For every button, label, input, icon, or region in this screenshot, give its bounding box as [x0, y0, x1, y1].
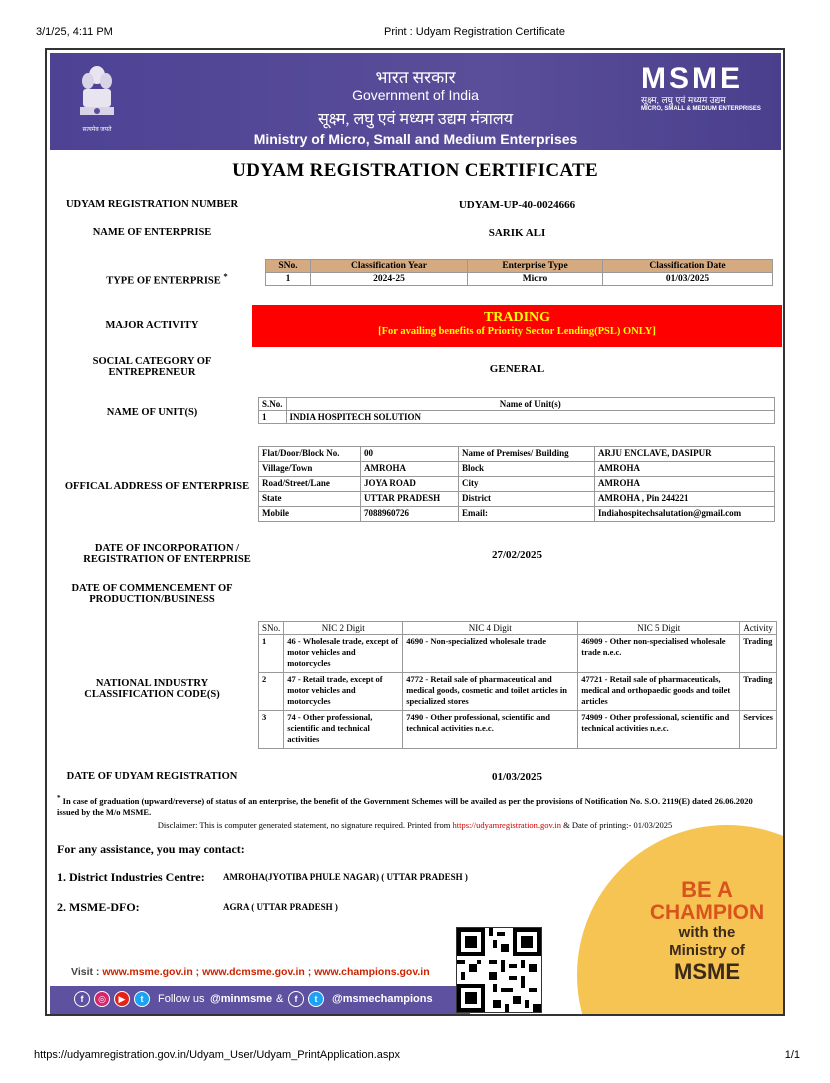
- unit-name-label: NAME OF UNIT(S): [106, 407, 198, 418]
- commencement-label: DATE OF COMMENCEMENT OF PRODUCTION/BUSINESS: [71, 583, 233, 605]
- table-cell: Email:: [459, 507, 595, 522]
- msme-dfo-label: 2. MSME-DFO:: [57, 900, 140, 914]
- assistance-heading: For any assistance, you may contact:: [57, 842, 245, 856]
- table-header-row: [259, 398, 775, 411]
- table-cell: Block: [459, 462, 595, 477]
- champion-line-5: MSME: [674, 959, 740, 984]
- graduation-note: [57, 793, 777, 818]
- table-cell: 47 - Retail trade, except of motor vehicles and motorcycles: [284, 673, 403, 711]
- table-header: S.No.: [259, 398, 287, 411]
- table-header: SNo.: [259, 622, 284, 635]
- table-cell: JOYA ROAD: [361, 477, 459, 492]
- facebook-icon[interactable]: f: [288, 991, 304, 1007]
- qr-code-icon: [456, 927, 542, 1013]
- enterprise-name-value: SARIK ALI: [488, 227, 546, 239]
- asterisk-mark: *: [223, 271, 228, 281]
- table-cell: Services: [740, 711, 777, 749]
- msme-logo-hindi: सूक्ष्म, लघु एवं मध्यम उद्यम: [641, 95, 726, 105]
- table-cell: 3: [259, 711, 284, 749]
- visit-label: Visit :: [71, 966, 100, 978]
- youtube-icon[interactable]: ▶: [114, 991, 130, 1007]
- disclaimer-suffix: & Date of printing:- 01/03/2025: [563, 820, 673, 830]
- udyam-date-value: 01/03/2025: [491, 771, 543, 783]
- table-row: [259, 507, 775, 522]
- psl-note: [For availing benefits of Priority Sector Lending(PSL) ONLY]: [378, 326, 656, 337]
- table-cell: Village/Town: [259, 462, 361, 477]
- table-cell: 2: [259, 673, 284, 711]
- msme-logo-sub: MICRO, SMALL & MEDIUM ENTERPRISES: [641, 106, 761, 112]
- champion-line-1: BE A: [681, 877, 733, 902]
- table-cell: AMROHA: [361, 462, 459, 477]
- certificate-page: [45, 48, 785, 1016]
- reg-number-label: UDYAM REGISTRATION NUMBER: [65, 199, 239, 210]
- table-row: [259, 462, 775, 477]
- table-header: Name of Unit(s): [286, 398, 774, 411]
- dic-value: AMROHA(JYOTIBA PHULE NAGAR) ( UTTAR PRADESH ): [223, 872, 468, 882]
- graduation-note-text: In case of graduation (upward/reverse) of status of an enterprise, the benefit of the Government Schemes will be availed as per the provisions of Notification No. S.O. 2119(E) dated 26.06.2020 issued by the M/o MSME.: [57, 795, 753, 817]
- table-cell: 1: [259, 635, 284, 673]
- msme-logo: [641, 62, 761, 112]
- table-cell: 1: [259, 411, 287, 424]
- table-cell: 46909 - Other non-specialised wholesale trade n.e.c.: [578, 635, 740, 673]
- table-cell: 1: [266, 273, 311, 286]
- msmechampions-handle[interactable]: @msmechampions: [332, 993, 433, 1005]
- udyam-date-label: DATE OF UDYAM REGISTRATION: [66, 771, 238, 782]
- hindi-ministry: सूक्ष्म, लघु एवं मध्यम उद्यम मंत्रालय: [317, 111, 514, 128]
- unit-table: [258, 397, 775, 424]
- table-row: [259, 711, 777, 749]
- table-row: [266, 273, 773, 286]
- table-cell: 7088960726: [361, 507, 459, 522]
- champion-line-3: with the: [678, 924, 736, 941]
- table-header: Enterprise Type: [468, 260, 603, 273]
- incorporation-date-value: 27/02/2025: [491, 549, 543, 561]
- social-category-value: GENERAL: [489, 363, 545, 375]
- table-row: [259, 673, 777, 711]
- table-cell: Trading: [740, 635, 777, 673]
- table-header: Activity: [740, 622, 777, 635]
- table-cell: Micro: [468, 273, 603, 286]
- table-cell: ARJU ENCLAVE, DASIPUR: [595, 447, 775, 462]
- champion-line-4: Ministry of: [669, 942, 745, 959]
- table-cell: City: [459, 477, 595, 492]
- table-header: NIC 5 Digit: [578, 622, 740, 635]
- table-cell: AMROHA: [595, 477, 775, 492]
- table-cell: 00: [361, 447, 459, 462]
- table-cell: 4690 - Non-specialized wholesale trade: [403, 635, 578, 673]
- twitter-icon[interactable]: t: [134, 991, 150, 1007]
- table-row: [259, 492, 775, 507]
- table-cell: INDIA HOSPITECH SOLUTION: [286, 411, 774, 424]
- amp-separator: &: [276, 993, 284, 1005]
- table-cell: UTTAR PRADESH: [361, 492, 459, 507]
- page-number: 1/1: [784, 1049, 800, 1061]
- table-cell: 7490 - Other professional, scientific and technical activities n.e.c.: [403, 711, 578, 749]
- table-cell: AMROHA , Pin 244221: [595, 492, 775, 507]
- visit-sites[interactable]: www.msme.gov.in ; www.dcmsme.gov.in ; www.champions.gov.in: [102, 966, 430, 978]
- champion-promo: [627, 878, 785, 984]
- nic-table: [258, 621, 777, 749]
- table-cell: Mobile: [259, 507, 361, 522]
- table-header-row: [259, 622, 777, 635]
- table-row: [259, 411, 775, 424]
- nic-label: NATIONAL INDUSTRY CLASSIFICATION CODE(S): [84, 678, 220, 700]
- disclaimer: [47, 820, 783, 830]
- government-of-india: Government of India: [352, 87, 479, 103]
- page-url: https://udyamregistration.gov.in/Udyam_User/Udyam_PrintApplication.aspx: [34, 1049, 401, 1061]
- major-activity-label: MAJOR ACTIVITY: [105, 320, 199, 331]
- table-cell: Road/Street/Lane: [259, 477, 361, 492]
- minmsme-handle[interactable]: @minmsme: [210, 993, 273, 1005]
- ministry-banner: [50, 53, 781, 150]
- table-row: [259, 635, 777, 673]
- table-cell: State: [259, 492, 361, 507]
- asterisk-mark: *: [57, 794, 61, 802]
- print-datetime: 3/1/25, 4:11 PM: [36, 26, 113, 38]
- table-cell: AMROHA: [595, 462, 775, 477]
- enterprise-type-label: [57, 271, 277, 287]
- twitter-icon[interactable]: t: [308, 991, 324, 1007]
- print-title: Print : Udyam Registration Certificate: [384, 26, 565, 38]
- table-cell: 74909 - Other professional, scientific and technical activities n.e.c.: [578, 711, 740, 749]
- disclaimer-prefix: Disclaimer: This is computer generated statement, no signature required. Printed from: [157, 820, 451, 830]
- table-row: [259, 447, 775, 462]
- reg-number-value: UDYAM-UP-40-0024666: [458, 199, 576, 211]
- table-cell: 47721 - Retail sale of pharmaceuticals, medical and orthopaedic goods and toilet articles: [578, 673, 740, 711]
- table-cell: 01/03/2025: [603, 273, 773, 286]
- follow-label: Follow us: [158, 993, 205, 1005]
- incorporation-label: DATE OF INCORPORATION / REGISTRATION OF ENTERPRISE: [83, 543, 251, 565]
- table-cell: District: [459, 492, 595, 507]
- msme-dfo-value: AGRA ( UTTAR PRADESH ): [223, 902, 338, 912]
- table-header: SNo.: [266, 260, 311, 273]
- certificate-title: UDYAM REGISTRATION CERTIFICATE: [232, 160, 598, 181]
- champion-line-2: CHAMPION: [649, 901, 765, 924]
- instagram-icon[interactable]: ◎: [94, 991, 110, 1007]
- msme-logo-text: MSME: [641, 62, 743, 95]
- dic-label: 1. District Industries Centre:: [57, 870, 205, 884]
- visit-links: [71, 966, 430, 978]
- ministry-name: Ministry of Micro, Small and Medium Enterprises: [253, 131, 578, 147]
- emblem-caption: सत्यमेव जयते: [82, 127, 112, 133]
- enterprise-name-label: NAME OF ENTERPRISE: [92, 227, 212, 238]
- facebook-icon[interactable]: f: [74, 991, 90, 1007]
- table-cell: 46 - Wholesale trade, except of motor vehicles and motorcycles: [284, 635, 403, 673]
- table-cell: Name of Premises/ Building: [459, 447, 595, 462]
- table-cell: Trading: [740, 673, 777, 711]
- follow-us-bar: [50, 986, 470, 1014]
- table-cell: 4772 - Retail sale of pharmaceutical and medical goods, cosmetic and toilet articles in specialized stores: [403, 673, 578, 711]
- udyam-portal-link[interactable]: https://udyamregistration.gov.in: [452, 820, 561, 830]
- social-category-label: SOCIAL CATEGORY OF ENTREPRENEUR: [92, 356, 212, 378]
- table-header: NIC 2 Digit: [284, 622, 403, 635]
- address-table: [258, 446, 775, 522]
- enterprise-type-table: [265, 259, 773, 286]
- table-cell: 2024-25: [311, 273, 468, 286]
- table-header: NIC 4 Digit: [403, 622, 578, 635]
- address-label: OFFICAL ADDRESS OF ENTERPRISE: [64, 481, 250, 492]
- email-value[interactable]: Indiahospitechsalutation@gmail.com: [595, 507, 775, 522]
- table-header: Classification Year: [311, 260, 468, 273]
- hindi-government: भारत सरकार: [375, 68, 456, 87]
- enterprise-type-label-text: TYPE OF ENTERPRISE: [106, 275, 221, 287]
- table-cell: 74 - Other professional, scientific and technical activities: [284, 711, 403, 749]
- table-cell: Flat/Door/Block No.: [259, 447, 361, 462]
- table-row: [259, 477, 775, 492]
- print-header: [36, 26, 800, 40]
- major-activity-box: [252, 305, 782, 347]
- table-header-row: [266, 260, 773, 273]
- table-header: Classification Date: [603, 260, 773, 273]
- major-activity-value: TRADING: [483, 310, 551, 325]
